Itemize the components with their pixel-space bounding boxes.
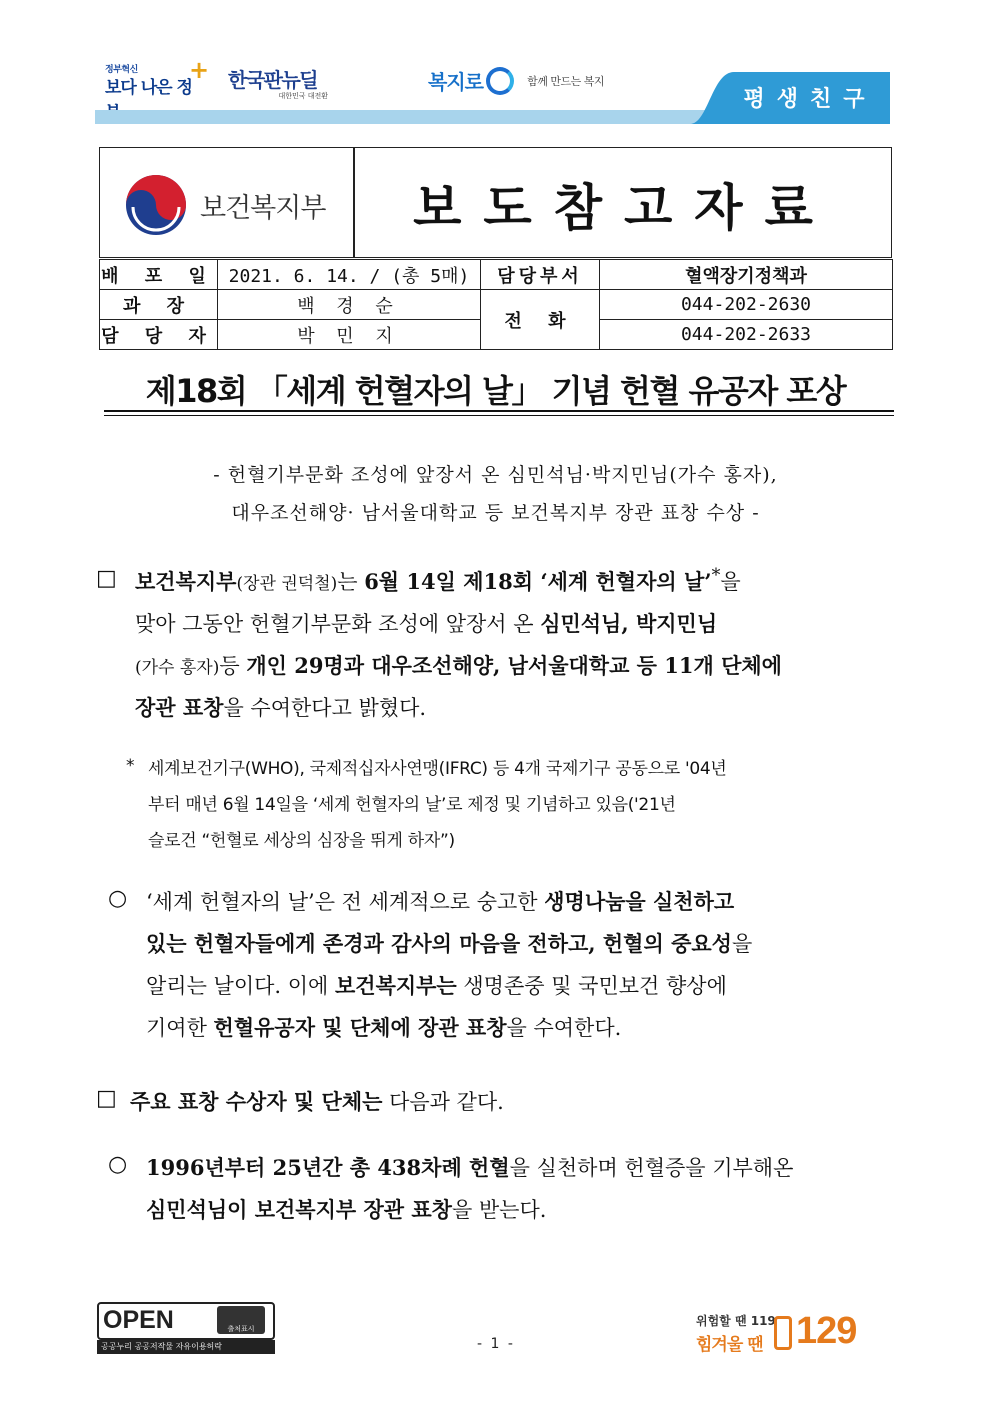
p2-award: 헌혈유공자 및 단체에 장관 표창: [213, 1015, 507, 1040]
p1-award: 장관 표창: [135, 695, 224, 720]
p1-line-4: [135, 692, 426, 722]
subtitle-line-2: 대우조선해양· 남서울대학교 등 보건복지부 장관 표창 수상 -: [231, 502, 760, 524]
newdeal-logo-text: 한국판뉴딜: [228, 68, 318, 92]
p2-bold-2: 있는 헌혈자들에게 존경과 감사의 마음을 전하고, 헌혈의 중요성: [146, 931, 732, 956]
kogl-open-license-badge: [97, 1302, 275, 1354]
taegeuk-emblem-icon: [125, 174, 187, 236]
p2-bold: 생명나눔을 실천하고: [544, 889, 735, 914]
p1-ending: 을 수여한다고 밝혔다.: [223, 696, 427, 720]
p2-text-3: 알리는 날이다. 이에: [146, 974, 335, 998]
headline-rule-thin: [104, 415, 894, 416]
headline: 제18회 「세계 헌혈자의 날」 기념 헌혈 유공자 포상: [145, 372, 846, 410]
phone-2: 044-202-2633: [600, 320, 893, 350]
bokjiro-tagline: 함께 만드는 복지: [527, 74, 605, 88]
staff-label: 담 당 자: [100, 320, 218, 350]
p4-line-2: [146, 1194, 546, 1224]
p1-line-2: [135, 608, 717, 638]
p2-text-4: 생명존중 및 국민보건 향상에: [456, 974, 727, 998]
square-bullet-icon: □: [96, 566, 117, 591]
p2-ministry: 보건복지부는: [335, 973, 457, 998]
staff-value: 박 민 지: [218, 320, 481, 350]
p2-text: ‘세계 헌혈자의 날’은 전 세계적으로 숭고한: [146, 890, 545, 914]
p1-line-3: [135, 650, 782, 680]
tab-label: 평생친구: [743, 87, 877, 112]
helpline-big-text: 힘겨울 땐: [696, 1335, 763, 1355]
release-info-table: [99, 259, 893, 350]
gov-innovation-logo: [105, 56, 210, 108]
phone-1: 044-202-2630: [600, 290, 893, 320]
date-value: 2021. 6. 14. / (총 5매): [218, 260, 481, 290]
p4-bold-2: 심민석님이 보건복지부 장관 표창: [146, 1197, 452, 1222]
p4-line-1: [146, 1152, 793, 1182]
p1-count: 개인 29명과 대우조선해양, 남서울대학교 등 11개 단체에: [246, 653, 782, 678]
headline-rule: [104, 410, 894, 412]
square-bullet-icon: □: [96, 1086, 117, 1111]
p2-particle: 을: [731, 932, 753, 956]
release-header-divider: [353, 147, 355, 258]
p1-singer: (가수 홍자): [135, 658, 220, 678]
helpline-small-text: 위험할 땐 119: [696, 1314, 776, 1328]
p4-text: 을 실천하며 헌혈증을 기부해온: [509, 1156, 794, 1180]
p1-line-1: [135, 566, 741, 596]
ministry-name: 보건복지부: [200, 193, 326, 224]
plus-icon: +: [189, 56, 210, 84]
p2-line-3: [146, 970, 727, 1000]
p1-date: 6월 14일 제18회 ‘세계 헌혈자의 날’: [364, 569, 712, 594]
note-line-1: 세계보건기구(WHO), 국제적십자사연맹(IFRC) 등 4개 국제기구 공동으로 '04년: [148, 759, 727, 779]
chief-value: 백 경 순: [218, 290, 481, 320]
p4-bold: 1996년부터 25년간 총 438차례 헌혈: [146, 1155, 510, 1180]
p3-line: [130, 1086, 504, 1116]
circle-bullet-icon: ○: [108, 886, 128, 911]
p3-text: 다음과 같다.: [382, 1090, 504, 1114]
circle-bullet-icon: ○: [108, 1152, 128, 1177]
p1-minister: (장관 권덕철): [236, 574, 338, 594]
note-line-3: 슬로건 “헌혈로 세상의 심장을 뛰게 하자”): [148, 831, 455, 851]
helpline-number: 129: [796, 1310, 857, 1352]
p1-particle-2: 을: [720, 570, 741, 594]
newdeal-logo-subtext: 대한민국 대전환: [278, 92, 328, 100]
table-row: [100, 290, 893, 320]
p4-ending: 을 받는다.: [451, 1198, 547, 1222]
p2-line-1: [146, 886, 734, 916]
p2-ending: 을 수여한다.: [506, 1016, 622, 1040]
phone-icon: [774, 1316, 792, 1350]
gov-logo-small-text: 정부혁신: [105, 65, 138, 75]
p1-footnote-mark: *: [711, 566, 721, 586]
p2-line-2: [146, 928, 752, 958]
p1-awardees: 심민석님, 박지민님: [540, 611, 718, 636]
helpline-129-banner: [696, 1302, 886, 1358]
attribution-label: 출처표시: [227, 1325, 255, 1333]
dept-value: 혈액장기정책과: [600, 260, 893, 290]
p1-text: 맞아 그동안 헌혈기부문화 조성에 앞장서 온: [135, 612, 541, 636]
note-star: *: [126, 756, 135, 776]
p2-line-4: [146, 1012, 621, 1042]
table-row: [100, 260, 893, 290]
p1-ministry: 보건복지부: [135, 569, 237, 594]
p3-bold: 주요 표창 수상자 및 단체는: [130, 1089, 383, 1114]
lifelong-friend-tab: [690, 72, 890, 124]
note-line-2: 부터 매년 6월 14일을 ‘세계 헌혈자의 날’로 제정 및 기념하고 있음('21년: [148, 795, 676, 815]
p1-particle-3: 등: [219, 654, 247, 678]
phone-label: 전 화: [481, 290, 600, 350]
page-number: - 1 -: [477, 1336, 515, 1352]
dept-label: 담당부서: [481, 260, 600, 290]
p1-particle: 는: [337, 570, 365, 594]
open-badge-word: OPEN: [103, 1306, 174, 1334]
bokjiro-circle-icon: [486, 67, 514, 95]
gov-logo-text: 보다 나은 정: [105, 78, 192, 98]
bokjiro-logo: [428, 66, 618, 102]
bokjiro-logo-text: 복지로: [428, 70, 483, 94]
press-release-title: 보도참고자료: [413, 178, 835, 237]
open-badge-caption: 공공누리 공공저작물 자유이용허락: [97, 1340, 275, 1354]
korean-new-deal-logo: [228, 64, 328, 104]
subtitle-line-1: - 헌혈기부문화 조성에 앞장서 온 심민석님·박지민님(가수 홍자),: [213, 464, 778, 486]
p2-text-5: 기여한: [146, 1016, 214, 1040]
date-label: 배 포 일: [100, 260, 218, 290]
chief-label: 과 장: [100, 290, 218, 320]
